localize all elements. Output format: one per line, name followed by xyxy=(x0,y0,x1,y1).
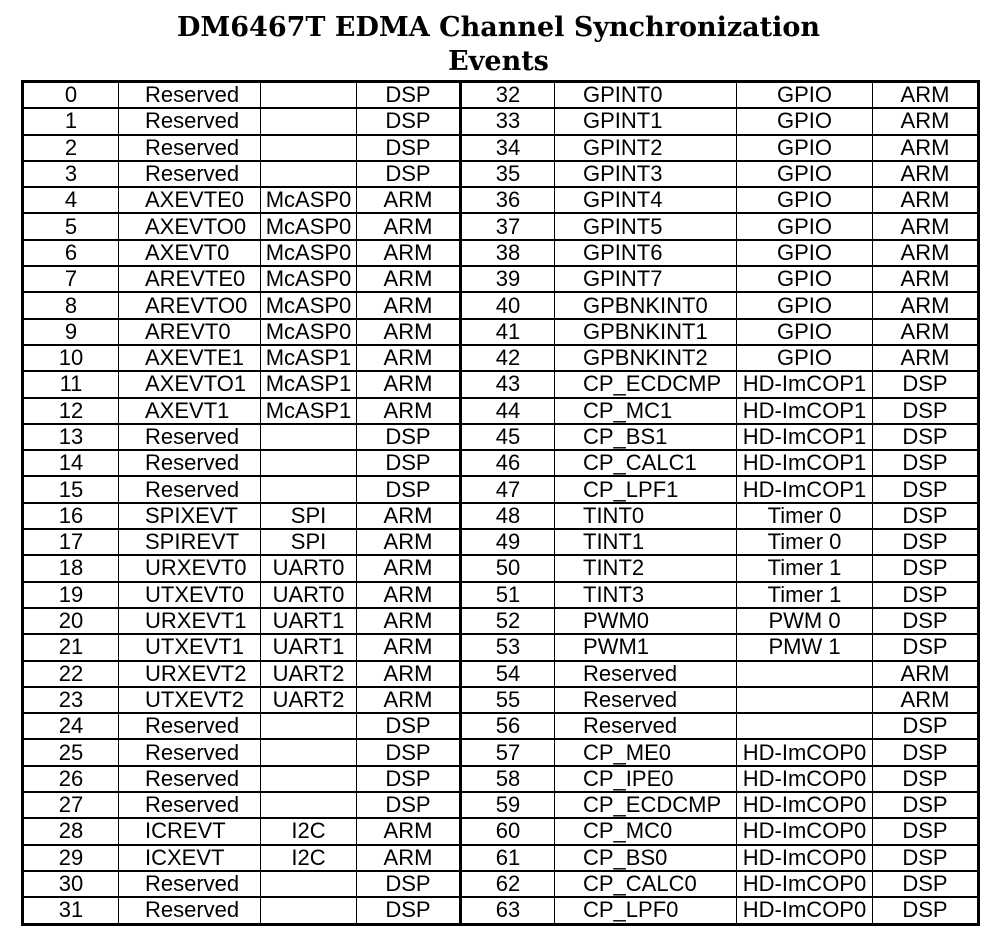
channel-number-cell: 4 xyxy=(23,187,119,213)
table-body xyxy=(23,82,979,925)
event-name-cell: Reserved xyxy=(119,766,261,792)
module-name-cell xyxy=(261,897,357,924)
module-name-cell: HD-ImCOP0 xyxy=(737,845,873,871)
module-name-cell: McASP0 xyxy=(261,213,357,239)
module-name-cell: GPIO xyxy=(737,187,873,213)
event-name-cell: ICXEVT xyxy=(119,845,261,871)
event-name-cell: GPINT2 xyxy=(555,135,737,161)
destination-core-cell: ARM xyxy=(873,187,979,213)
destination-core-cell: DSP xyxy=(873,450,979,476)
module-name-cell: Timer 1 xyxy=(737,582,873,608)
module-name-cell: HD-ImCOP0 xyxy=(737,739,873,765)
table-row xyxy=(23,503,979,529)
module-name-cell: McASP0 xyxy=(261,240,357,266)
table-row xyxy=(23,292,979,318)
channel-number-cell: 10 xyxy=(23,345,119,371)
destination-core-cell: ARM xyxy=(357,845,461,871)
event-name-cell: CP_ECDCMP xyxy=(555,792,737,818)
module-name-cell xyxy=(261,161,357,187)
module-name-cell: GPIO xyxy=(737,213,873,239)
event-name-cell: TINT1 xyxy=(555,529,737,555)
channel-number-cell: 56 xyxy=(461,713,555,739)
channel-number-cell: 1 xyxy=(23,108,119,134)
module-name-cell: HD-ImCOP1 xyxy=(737,424,873,450)
channel-number-cell: 58 xyxy=(461,766,555,792)
channel-number-cell: 29 xyxy=(23,845,119,871)
module-name-cell: I2C xyxy=(261,845,357,871)
table-row xyxy=(23,529,979,555)
event-name-cell: Reserved xyxy=(119,476,261,502)
table-row xyxy=(23,108,979,134)
destination-core-cell: ARM xyxy=(357,555,461,581)
module-name-cell: UART0 xyxy=(261,555,357,581)
module-name-cell: McASP0 xyxy=(261,187,357,213)
channel-number-cell: 3 xyxy=(23,161,119,187)
destination-core-cell: ARM xyxy=(357,529,461,555)
channel-number-cell: 16 xyxy=(23,503,119,529)
channel-number-cell: 12 xyxy=(23,398,119,424)
table-row xyxy=(23,871,979,897)
table-row xyxy=(23,213,979,239)
event-name-cell: AXEVT1 xyxy=(119,398,261,424)
destination-core-cell: DSP xyxy=(357,135,461,161)
destination-core-cell: ARM xyxy=(357,266,461,292)
table-row xyxy=(23,608,979,634)
module-name-cell: GPIO xyxy=(737,345,873,371)
destination-core-cell: DSP xyxy=(873,792,979,818)
event-name-cell: AREVTO0 xyxy=(119,292,261,318)
table-row xyxy=(23,661,979,687)
table-row xyxy=(23,476,979,502)
table-row xyxy=(23,687,979,713)
event-name-cell: CP_CALC1 xyxy=(555,450,737,476)
destination-core-cell: ARM xyxy=(357,240,461,266)
destination-core-cell: ARM xyxy=(357,319,461,345)
destination-core-cell: ARM xyxy=(357,503,461,529)
channel-number-cell: 24 xyxy=(23,713,119,739)
module-name-cell: HD-ImCOP1 xyxy=(737,450,873,476)
module-name-cell: UART0 xyxy=(261,582,357,608)
table-row xyxy=(23,766,979,792)
module-name-cell xyxy=(261,713,357,739)
event-name-cell: GPINT0 xyxy=(555,82,737,109)
module-name-cell: UART2 xyxy=(261,661,357,687)
event-name-cell: CP_MC0 xyxy=(555,818,737,844)
channel-number-cell: 57 xyxy=(461,739,555,765)
channel-number-cell: 39 xyxy=(461,266,555,292)
module-name-cell xyxy=(737,713,873,739)
event-name-cell: Reserved xyxy=(119,871,261,897)
event-name-cell: GPINT4 xyxy=(555,187,737,213)
module-name-cell xyxy=(261,135,357,161)
table-row xyxy=(23,634,979,660)
module-name-cell xyxy=(261,766,357,792)
event-name-cell: TINT0 xyxy=(555,503,737,529)
module-name-cell: HD-ImCOP1 xyxy=(737,371,873,397)
event-name-cell: Reserved xyxy=(119,424,261,450)
module-name-cell: HD-ImCOP0 xyxy=(737,897,873,924)
destination-core-cell: ARM xyxy=(357,634,461,660)
event-name-cell: UTXEVT0 xyxy=(119,582,261,608)
destination-core-cell: DSP xyxy=(357,897,461,924)
module-name-cell: Timer 0 xyxy=(737,529,873,555)
channel-number-cell: 9 xyxy=(23,319,119,345)
channel-number-cell: 27 xyxy=(23,792,119,818)
module-name-cell: HD-ImCOP0 xyxy=(737,792,873,818)
channel-number-cell: 48 xyxy=(461,503,555,529)
channel-number-cell: 0 xyxy=(23,82,119,109)
event-name-cell: PWM0 xyxy=(555,608,737,634)
event-name-cell: Reserved xyxy=(555,661,737,687)
event-name-cell: AXEVT0 xyxy=(119,240,261,266)
module-name-cell: UART1 xyxy=(261,634,357,660)
channel-number-cell: 33 xyxy=(461,108,555,134)
channel-number-cell: 38 xyxy=(461,240,555,266)
module-name-cell: McASP0 xyxy=(261,292,357,318)
destination-core-cell: ARM xyxy=(873,240,979,266)
module-name-cell: GPIO xyxy=(737,240,873,266)
table-row xyxy=(23,555,979,581)
channel-number-cell: 25 xyxy=(23,739,119,765)
module-name-cell: PMW 1 xyxy=(737,634,873,660)
event-name-cell: Reserved xyxy=(555,713,737,739)
destination-core-cell: ARM xyxy=(357,345,461,371)
channel-number-cell: 13 xyxy=(23,424,119,450)
table-row xyxy=(23,82,979,109)
event-name-cell: AXEVTE0 xyxy=(119,187,261,213)
destination-core-cell: DSP xyxy=(873,529,979,555)
event-name-cell: CP_MC1 xyxy=(555,398,737,424)
event-name-cell: Reserved xyxy=(119,108,261,134)
module-name-cell: McASP1 xyxy=(261,398,357,424)
channel-number-cell: 8 xyxy=(23,292,119,318)
channel-number-cell: 18 xyxy=(23,555,119,581)
destination-core-cell: DSP xyxy=(873,634,979,660)
module-name-cell: GPIO xyxy=(737,135,873,161)
channel-number-cell: 36 xyxy=(461,187,555,213)
module-name-cell xyxy=(261,739,357,765)
module-name-cell: SPI xyxy=(261,503,357,529)
module-name-cell: I2C xyxy=(261,818,357,844)
destination-core-cell: DSP xyxy=(357,766,461,792)
event-name-cell: PWM1 xyxy=(555,634,737,660)
table-row xyxy=(23,424,979,450)
module-name-cell: HD-ImCOP0 xyxy=(737,818,873,844)
module-name-cell xyxy=(261,792,357,818)
destination-core-cell: ARM xyxy=(357,687,461,713)
module-name-cell xyxy=(737,661,873,687)
event-name-cell: TINT3 xyxy=(555,582,737,608)
module-name-cell: GPIO xyxy=(737,161,873,187)
channel-number-cell: 49 xyxy=(461,529,555,555)
destination-core-cell: DSP xyxy=(357,713,461,739)
channel-number-cell: 61 xyxy=(461,845,555,871)
channel-number-cell: 7 xyxy=(23,266,119,292)
destination-core-cell: DSP xyxy=(357,108,461,134)
channel-number-cell: 31 xyxy=(23,897,119,924)
destination-core-cell: DSP xyxy=(873,766,979,792)
channel-number-cell: 26 xyxy=(23,766,119,792)
channel-number-cell: 14 xyxy=(23,450,119,476)
page-title-line2: Events xyxy=(448,46,549,77)
channel-number-cell: 41 xyxy=(461,319,555,345)
channel-number-cell: 63 xyxy=(461,897,555,924)
table-row xyxy=(23,739,979,765)
channel-number-cell: 40 xyxy=(461,292,555,318)
channel-number-cell: 46 xyxy=(461,450,555,476)
destination-core-cell: ARM xyxy=(873,319,979,345)
event-name-cell: UTXEVT1 xyxy=(119,634,261,660)
destination-core-cell: ARM xyxy=(873,661,979,687)
destination-core-cell: ARM xyxy=(357,818,461,844)
event-name-cell: URXEVT2 xyxy=(119,661,261,687)
destination-core-cell: DSP xyxy=(873,424,979,450)
destination-core-cell: DSP xyxy=(873,739,979,765)
destination-core-cell: ARM xyxy=(873,108,979,134)
event-name-cell: TINT2 xyxy=(555,555,737,581)
table-row xyxy=(23,713,979,739)
channel-number-cell: 17 xyxy=(23,529,119,555)
event-name-cell: SPIXEVT xyxy=(119,503,261,529)
module-name-cell: McASP0 xyxy=(261,266,357,292)
channel-number-cell: 28 xyxy=(23,818,119,844)
module-name-cell xyxy=(261,871,357,897)
edma-events-table xyxy=(21,80,980,926)
event-name-cell: SPIREVT xyxy=(119,529,261,555)
destination-core-cell: DSP xyxy=(873,871,979,897)
destination-core-cell: DSP xyxy=(873,845,979,871)
module-name-cell: GPIO xyxy=(737,319,873,345)
event-name-cell: GPINT5 xyxy=(555,213,737,239)
module-name-cell: HD-ImCOP0 xyxy=(737,766,873,792)
channel-number-cell: 54 xyxy=(461,661,555,687)
destination-core-cell: ARM xyxy=(357,398,461,424)
channel-number-cell: 20 xyxy=(23,608,119,634)
event-name-cell: CP_BS0 xyxy=(555,845,737,871)
table-row xyxy=(23,845,979,871)
module-name-cell: HD-ImCOP1 xyxy=(737,398,873,424)
event-name-cell: UTXEVT2 xyxy=(119,687,261,713)
destination-core-cell: ARM xyxy=(873,687,979,713)
module-name-cell: HD-ImCOP1 xyxy=(737,476,873,502)
destination-core-cell: ARM xyxy=(357,582,461,608)
event-name-cell: GPINT6 xyxy=(555,240,737,266)
destination-core-cell: ARM xyxy=(357,187,461,213)
module-name-cell: UART2 xyxy=(261,687,357,713)
module-name-cell xyxy=(737,687,873,713)
channel-number-cell: 6 xyxy=(23,240,119,266)
module-name-cell: SPI xyxy=(261,529,357,555)
event-name-cell: URXEVT1 xyxy=(119,608,261,634)
destination-core-cell: DSP xyxy=(873,608,979,634)
event-name-cell: GPBNKINT0 xyxy=(555,292,737,318)
event-name-cell: AXEVTE1 xyxy=(119,345,261,371)
channel-number-cell: 23 xyxy=(23,687,119,713)
destination-core-cell: DSP xyxy=(357,476,461,502)
destination-core-cell: DSP xyxy=(873,713,979,739)
channel-number-cell: 44 xyxy=(461,398,555,424)
table-row xyxy=(23,371,979,397)
channel-number-cell: 55 xyxy=(461,687,555,713)
module-name-cell: GPIO xyxy=(737,266,873,292)
channel-number-cell: 34 xyxy=(461,135,555,161)
destination-core-cell: ARM xyxy=(873,135,979,161)
destination-core-cell: DSP xyxy=(873,582,979,608)
module-name-cell: PWM 0 xyxy=(737,608,873,634)
destination-core-cell: ARM xyxy=(357,213,461,239)
channel-number-cell: 30 xyxy=(23,871,119,897)
event-name-cell: CP_ME0 xyxy=(555,739,737,765)
event-name-cell: GPINT1 xyxy=(555,108,737,134)
module-name-cell: GPIO xyxy=(737,292,873,318)
event-name-cell: Reserved xyxy=(119,82,261,109)
channel-number-cell: 50 xyxy=(461,555,555,581)
event-name-cell: ICREVT xyxy=(119,818,261,844)
table-row xyxy=(23,450,979,476)
event-name-cell: AXEVTO1 xyxy=(119,371,261,397)
destination-core-cell: ARM xyxy=(357,661,461,687)
table-row xyxy=(23,345,979,371)
event-name-cell: CP_LPF1 xyxy=(555,476,737,502)
channel-number-cell: 43 xyxy=(461,371,555,397)
destination-core-cell: DSP xyxy=(873,555,979,581)
table-row xyxy=(23,818,979,844)
destination-core-cell: DSP xyxy=(357,161,461,187)
event-name-cell: CP_ECDCMP xyxy=(555,371,737,397)
event-name-cell: Reserved xyxy=(119,713,261,739)
destination-core-cell: ARM xyxy=(873,345,979,371)
table-row xyxy=(23,792,979,818)
destination-core-cell: DSP xyxy=(357,82,461,109)
destination-core-cell: DSP xyxy=(357,871,461,897)
event-name-cell: CP_LPF0 xyxy=(555,897,737,924)
module-name-cell: Timer 1 xyxy=(737,555,873,581)
destination-core-cell: ARM xyxy=(873,82,979,109)
module-name-cell: UART1 xyxy=(261,608,357,634)
destination-core-cell: DSP xyxy=(357,450,461,476)
event-name-cell: Reserved xyxy=(119,739,261,765)
destination-core-cell: DSP xyxy=(873,503,979,529)
channel-number-cell: 32 xyxy=(461,82,555,109)
table-row xyxy=(23,319,979,345)
module-name-cell: McASP1 xyxy=(261,345,357,371)
event-name-cell: GPBNKINT1 xyxy=(555,319,737,345)
channel-number-cell: 11 xyxy=(23,371,119,397)
module-name-cell xyxy=(261,82,357,109)
table-row xyxy=(23,398,979,424)
destination-core-cell: ARM xyxy=(873,213,979,239)
destination-core-cell: DSP xyxy=(873,371,979,397)
module-name-cell: Timer 0 xyxy=(737,503,873,529)
destination-core-cell: ARM xyxy=(873,161,979,187)
destination-core-cell: ARM xyxy=(357,292,461,318)
table-row xyxy=(23,266,979,292)
event-name-cell: Reserved xyxy=(119,161,261,187)
destination-core-cell: DSP xyxy=(873,818,979,844)
event-name-cell: URXEVT0 xyxy=(119,555,261,581)
module-name-cell xyxy=(261,476,357,502)
table-row xyxy=(23,187,979,213)
module-name-cell: GPIO xyxy=(737,108,873,134)
module-name-cell xyxy=(261,108,357,134)
channel-number-cell: 52 xyxy=(461,608,555,634)
channel-number-cell: 5 xyxy=(23,213,119,239)
channel-number-cell: 51 xyxy=(461,582,555,608)
destination-core-cell: ARM xyxy=(873,292,979,318)
event-name-cell: AREVT0 xyxy=(119,319,261,345)
event-name-cell: GPBNKINT2 xyxy=(555,345,737,371)
channel-number-cell: 42 xyxy=(461,345,555,371)
event-name-cell: Reserved xyxy=(119,135,261,161)
table-row xyxy=(23,240,979,266)
channel-number-cell: 62 xyxy=(461,871,555,897)
destination-core-cell: DSP xyxy=(357,739,461,765)
channel-number-cell: 59 xyxy=(461,792,555,818)
event-name-cell: AXEVTO0 xyxy=(119,213,261,239)
module-name-cell xyxy=(261,450,357,476)
page-title: DM6467T EDMA Channel Synchronization xyxy=(176,12,821,43)
event-name-cell: CP_IPE0 xyxy=(555,766,737,792)
event-name-cell: GPINT3 xyxy=(555,161,737,187)
table-row xyxy=(23,897,979,924)
channel-number-cell: 21 xyxy=(23,634,119,660)
destination-core-cell: ARM xyxy=(873,266,979,292)
destination-core-cell: DSP xyxy=(873,476,979,502)
event-name-cell: Reserved xyxy=(119,450,261,476)
channel-number-cell: 22 xyxy=(23,661,119,687)
channel-number-cell: 37 xyxy=(461,213,555,239)
module-name-cell: GPIO xyxy=(737,82,873,109)
destination-core-cell: DSP xyxy=(357,792,461,818)
event-name-cell: Reserved xyxy=(555,687,737,713)
channel-number-cell: 35 xyxy=(461,161,555,187)
module-name-cell xyxy=(261,424,357,450)
channel-number-cell: 47 xyxy=(461,476,555,502)
destination-core-cell: ARM xyxy=(357,608,461,634)
event-name-cell: Reserved xyxy=(119,792,261,818)
destination-core-cell: ARM xyxy=(357,371,461,397)
event-name-cell: CP_BS1 xyxy=(555,424,737,450)
event-name-cell: GPINT7 xyxy=(555,266,737,292)
table-row xyxy=(23,135,979,161)
event-name-cell: Reserved xyxy=(119,897,261,924)
module-name-cell: HD-ImCOP0 xyxy=(737,871,873,897)
channel-number-cell: 53 xyxy=(461,634,555,660)
table-row xyxy=(23,161,979,187)
destination-core-cell: DSP xyxy=(873,398,979,424)
module-name-cell: McASP1 xyxy=(261,371,357,397)
event-name-cell: AREVTE0 xyxy=(119,266,261,292)
module-name-cell: McASP0 xyxy=(261,319,357,345)
channel-number-cell: 60 xyxy=(461,818,555,844)
channel-number-cell: 45 xyxy=(461,424,555,450)
channel-number-cell: 19 xyxy=(23,582,119,608)
table-row xyxy=(23,582,979,608)
channel-number-cell: 2 xyxy=(23,135,119,161)
destination-core-cell: DSP xyxy=(873,897,979,924)
event-name-cell: CP_CALC0 xyxy=(555,871,737,897)
destination-core-cell: DSP xyxy=(357,424,461,450)
channel-number-cell: 15 xyxy=(23,476,119,502)
